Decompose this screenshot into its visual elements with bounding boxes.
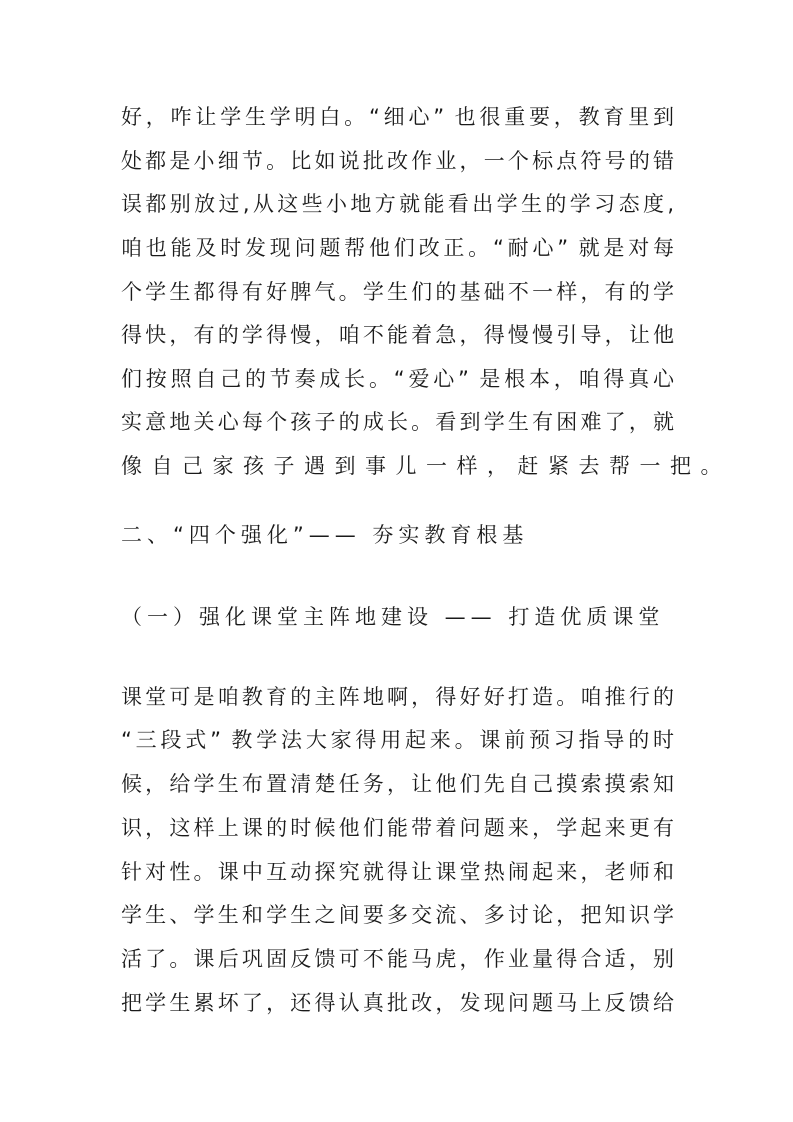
section-heading: 二、“四个强化”—— 夯实教育根基	[121, 523, 529, 547]
paragraph-line: 个学生都得有好脾气。学生们的基础不一样，有的学	[121, 280, 674, 304]
paragraph-line: 把学生累坏了，还得认真批改，发现问题马上反馈给	[121, 991, 674, 1015]
paragraph-line: 像自己家孩子遇到事儿一样，赶紧去帮一把。	[121, 454, 731, 478]
paragraph-line: 误都别放过,从这些小地方就能看出学生的学习态度,	[121, 192, 674, 216]
paragraph-line: 咱也能及时发现问题帮他们改正。“耐心” 就是对每	[121, 236, 674, 260]
paragraph-line: 好，咋让学生学明白。“细心” 也很重要，教育里到	[121, 105, 674, 129]
paragraph-line: 针对性。课中互动探究就得让课堂热闹起来，老师和	[121, 860, 674, 884]
paragraph-line: 处都是小细节。比如说批改作业，一个标点符号的错	[121, 149, 674, 173]
paragraph-line: 活了。课后巩固反馈可不能马虎，作业量得合适，别	[121, 947, 674, 971]
paragraph-line: 得快，有的学得慢，咱不能着急，得慢慢引导，让他	[121, 323, 674, 347]
paragraph-line: 们按照自己的节奏成长。“爱心” 是根本，咱得真心	[121, 367, 674, 391]
paragraph-line: 候，给学生布置清楚任务，让他们先自己摸索摸索知	[121, 772, 674, 796]
paragraph-line: “三段式” 教学法大家得用起来。课前预习指导的时	[121, 728, 674, 752]
paragraph-line: 课堂可是咱教育的主阵地啊，得好好打造。咱推行的	[121, 685, 674, 709]
subsection-heading: （一）强化课堂主阵地建设 —— 打造优质课堂	[121, 605, 665, 629]
paragraph-line: 学生、学生和学生之间要多交流、多讨论，把知识学	[121, 903, 674, 927]
paragraph-line: 识，这样上课的时候他们能带着问题来，学起来更有	[121, 816, 674, 840]
paragraph-line: 实意地关心每个孩子的成长。看到学生有困难了，就	[121, 410, 674, 434]
